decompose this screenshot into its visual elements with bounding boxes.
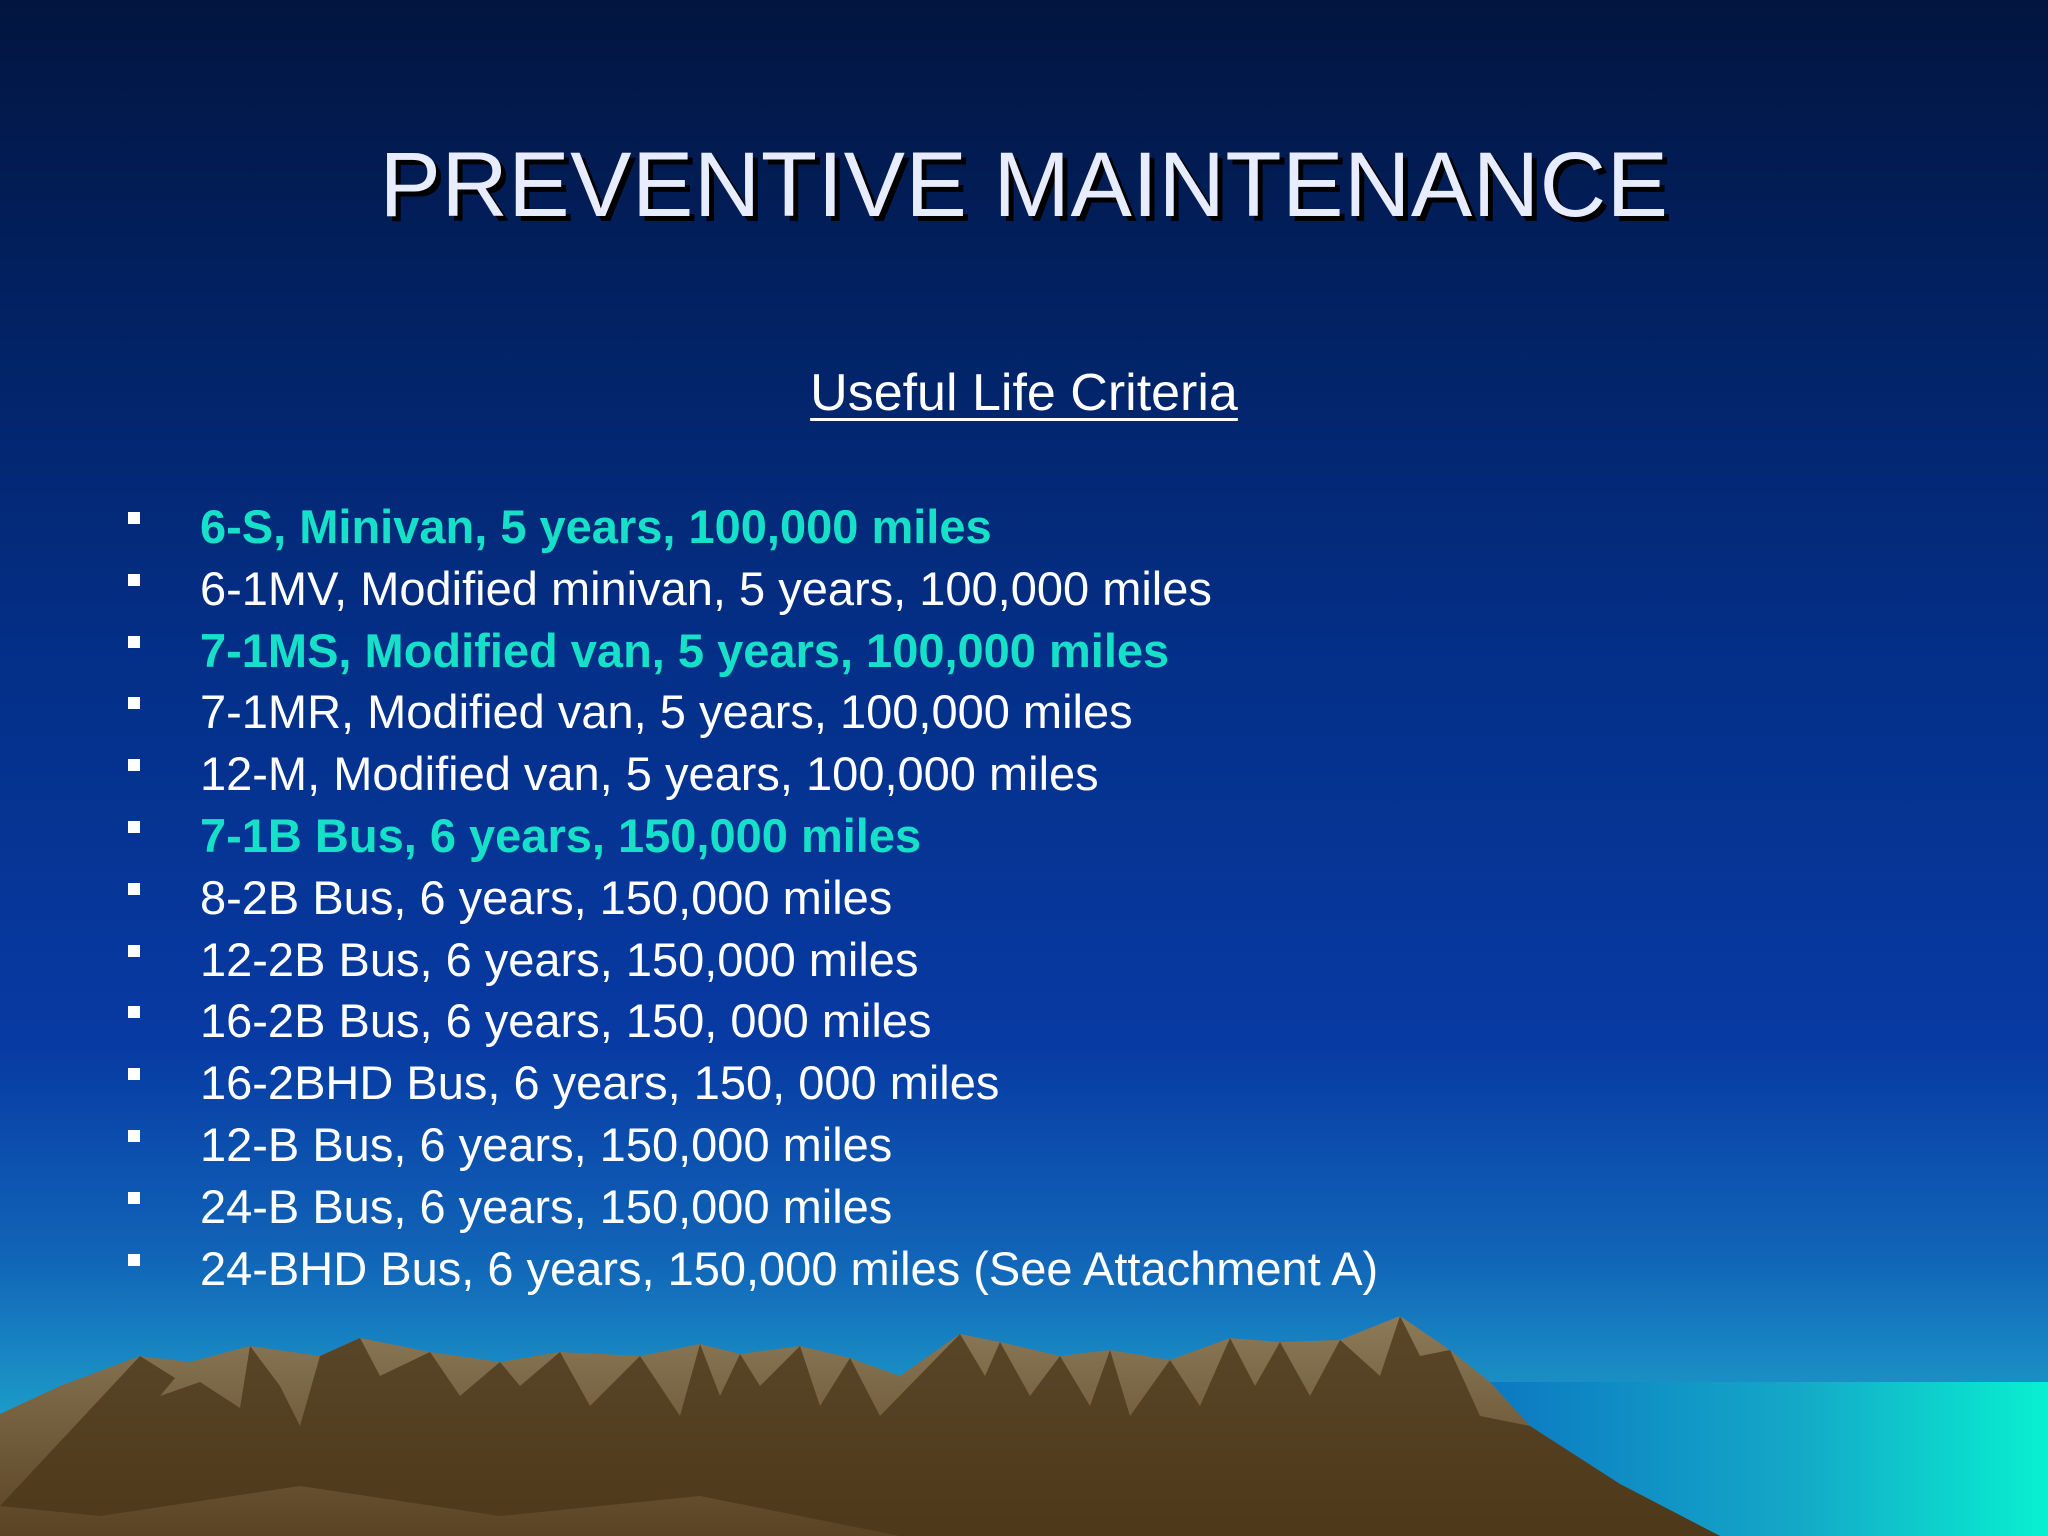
list-item-text: 7-1MR, Modified van, 5 years, 100,000 miles (200, 685, 1133, 739)
square-bullet-icon (128, 821, 140, 833)
list-item (120, 681, 1820, 743)
list-item (120, 1052, 1820, 1114)
list-item (120, 743, 1820, 805)
square-bullet-icon (128, 759, 140, 771)
list-item-text: 7-1B Bus, 6 years, 150,000 miles (200, 808, 922, 862)
list-item-text: 6-1MV, Modified minivan, 5 years, 100,000 miles (200, 561, 1212, 615)
list-item (120, 558, 1820, 620)
list-item-text: 24-BHD Bus, 6 years, 150,000 miles (See Attachment A) (200, 1241, 1379, 1295)
list-item-text: 24-B Bus, 6 years, 150,000 miles (200, 1179, 893, 1233)
slide-title: PREVENTIVE MAINTENANCE (379, 134, 1669, 236)
list-item-text: 12-2B Bus, 6 years, 150,000 miles (200, 932, 919, 986)
list-item-text: 16-2BHD Bus, 6 years, 150, 000 miles (200, 1056, 1000, 1110)
square-bullet-icon (128, 574, 140, 586)
list-item (120, 805, 1820, 867)
square-bullet-icon (128, 636, 140, 648)
list-item-text: 8-2B Bus, 6 years, 150,000 miles (200, 870, 893, 924)
square-bullet-icon (128, 1192, 140, 1204)
square-bullet-icon (128, 697, 140, 709)
list-item (120, 990, 1820, 1052)
list-item (120, 496, 1820, 558)
list-item (120, 620, 1820, 682)
list-item-text: 12-M, Modified van, 5 years, 100,000 miles (200, 747, 1099, 801)
list-item (120, 1114, 1820, 1176)
list-item (120, 1238, 1820, 1300)
useful-life-criteria-list (120, 496, 1820, 1299)
square-bullet-icon (128, 1130, 140, 1142)
square-bullet-icon (128, 1006, 140, 1018)
list-item-text: 7-1MS, Modified van, 5 years, 100,000 miles (200, 623, 1170, 677)
square-bullet-icon (128, 945, 140, 957)
list-item-text: 12-B Bus, 6 years, 150,000 miles (200, 1117, 893, 1171)
slide-subtitle: Useful Life Criteria (810, 364, 1238, 422)
mountain-landscape-graphic (0, 1316, 2048, 1536)
square-bullet-icon (128, 512, 140, 524)
list-item (120, 1176, 1820, 1238)
square-bullet-icon (128, 1068, 140, 1080)
list-item (120, 867, 1820, 929)
list-item-text: 6-S, Minivan, 5 years, 100,000 miles (200, 500, 992, 553)
list-item (120, 929, 1820, 991)
square-bullet-icon (128, 883, 140, 895)
square-bullet-icon (128, 1254, 140, 1266)
list-item-text: 16-2B Bus, 6 years, 150, 000 miles (200, 994, 932, 1048)
